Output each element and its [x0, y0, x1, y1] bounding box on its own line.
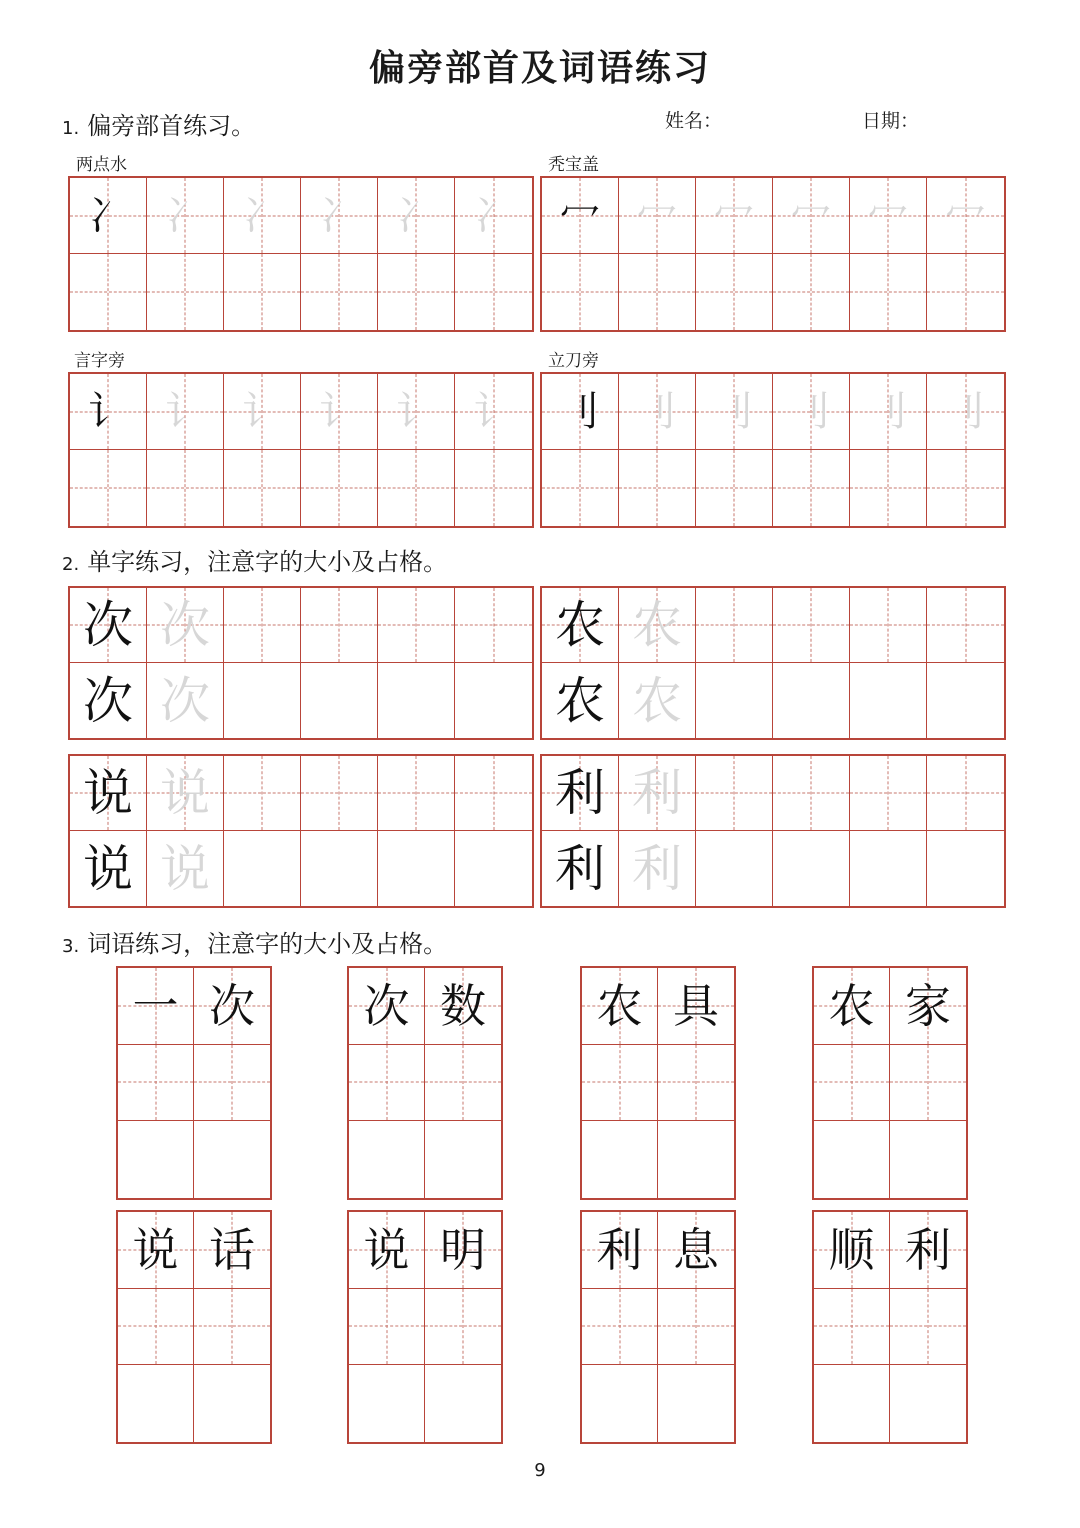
word-character: 利	[596, 1222, 643, 1277]
writing-cell[interactable]	[582, 1289, 658, 1366]
trace-radical: 讠	[396, 388, 436, 435]
writing-cell[interactable]	[425, 968, 501, 1045]
writing-cell[interactable]	[224, 663, 301, 738]
writing-cell[interactable]	[619, 588, 696, 663]
writing-cell[interactable]	[619, 663, 696, 738]
writing-cell[interactable]	[890, 1121, 966, 1198]
writing-cell[interactable]	[301, 756, 378, 831]
character-practice-grid	[68, 754, 534, 908]
trace-radical: 冫	[165, 192, 205, 239]
model-radical: 刂	[560, 388, 600, 435]
writing-cell[interactable]	[814, 1045, 890, 1122]
trace-radical: 冖	[714, 192, 754, 239]
writing-cell[interactable]	[890, 1289, 966, 1366]
trace-character: 次	[160, 596, 210, 654]
trace-radical: 讠	[165, 388, 205, 435]
date-field-label: 日期：	[862, 110, 920, 132]
writing-cell[interactable]	[927, 374, 1004, 450]
writing-cell[interactable]	[696, 831, 773, 906]
writing-cell[interactable]	[378, 178, 455, 254]
character-practice-grid	[540, 586, 1006, 740]
trace-character: 农	[632, 671, 682, 730]
writing-cell[interactable]	[582, 1045, 658, 1122]
writing-cell[interactable]	[70, 450, 147, 526]
trace-radical: 讠	[319, 388, 359, 435]
writing-cell[interactable]	[301, 178, 378, 254]
word-practice-grid	[116, 966, 272, 1200]
name-field-label: 姓名：	[665, 110, 723, 132]
trace-radical: 冖	[791, 192, 831, 239]
writing-cell[interactable]	[890, 968, 966, 1045]
radical-label: 两点水	[76, 155, 127, 175]
trace-radical: 刂	[714, 388, 754, 435]
writing-cell[interactable]	[582, 1212, 658, 1289]
writing-cell[interactable]	[658, 1212, 734, 1289]
writing-cell[interactable]	[927, 450, 1004, 526]
writing-cell[interactable]	[658, 1289, 734, 1366]
writing-cell[interactable]	[850, 254, 927, 330]
section-1-heading	[62, 106, 255, 141]
writing-cell[interactable]	[814, 1121, 890, 1198]
trace-character: 说	[160, 839, 210, 898]
word-character: 一	[132, 978, 179, 1033]
trace-radical: 冖	[868, 192, 908, 239]
writing-cell[interactable]	[118, 1289, 194, 1366]
writing-cell[interactable]	[425, 1121, 501, 1198]
writing-cell[interactable]	[696, 756, 773, 831]
writing-cell[interactable]	[619, 374, 696, 450]
writing-cell[interactable]	[147, 450, 224, 526]
writing-cell[interactable]	[927, 756, 1004, 831]
writing-cell[interactable]	[425, 1045, 501, 1122]
writing-cell[interactable]	[619, 254, 696, 330]
writing-cell[interactable]	[301, 663, 378, 738]
writing-cell[interactable]	[455, 756, 532, 831]
writing-cell[interactable]	[224, 756, 301, 831]
writing-cell[interactable]	[773, 178, 850, 254]
writing-cell[interactable]	[773, 831, 850, 906]
word-character: 农	[828, 978, 875, 1033]
trace-character: 利	[632, 764, 682, 822]
writing-cell[interactable]	[118, 1121, 194, 1198]
writing-cell[interactable]	[349, 1045, 425, 1122]
radical-practice-grid	[540, 176, 1006, 332]
writing-cell[interactable]	[773, 450, 850, 526]
writing-cell[interactable]	[658, 1365, 734, 1442]
writing-cell[interactable]	[455, 663, 532, 738]
word-character: 息	[673, 1222, 719, 1277]
writing-cell[interactable]	[118, 1365, 194, 1442]
section-3-number: 3.	[62, 936, 80, 957]
model-character: 次	[83, 596, 133, 654]
trace-radical: 冫	[396, 192, 436, 239]
trace-character: 次	[160, 671, 210, 730]
word-practice-grid	[812, 966, 968, 1200]
page-number: 9	[534, 1460, 546, 1481]
writing-cell[interactable]	[378, 831, 455, 906]
word-practice-grid	[812, 1210, 968, 1444]
writing-cell[interactable]	[542, 178, 619, 254]
writing-cell[interactable]	[194, 1121, 270, 1198]
writing-cell[interactable]	[582, 1121, 658, 1198]
writing-cell[interactable]	[147, 756, 224, 831]
word-character: 农	[596, 978, 643, 1033]
word-character: 次	[363, 978, 410, 1033]
writing-cell[interactable]	[194, 1045, 270, 1122]
writing-cell[interactable]	[658, 1045, 734, 1122]
writing-cell[interactable]	[70, 374, 147, 450]
writing-cell[interactable]	[224, 588, 301, 663]
writing-cell[interactable]	[70, 254, 147, 330]
word-character: 数	[440, 978, 486, 1033]
writing-cell[interactable]	[773, 756, 850, 831]
writing-cell[interactable]	[582, 1365, 658, 1442]
writing-cell[interactable]	[582, 968, 658, 1045]
writing-cell[interactable]	[378, 663, 455, 738]
writing-cell[interactable]	[301, 254, 378, 330]
model-radical: 冖	[560, 192, 600, 239]
writing-cell[interactable]	[927, 588, 1004, 663]
writing-cell[interactable]	[619, 756, 696, 831]
writing-cell[interactable]	[194, 1289, 270, 1366]
model-character: 利	[555, 764, 605, 822]
writing-cell[interactable]	[118, 1212, 194, 1289]
writing-cell[interactable]	[696, 374, 773, 450]
model-character: 次	[83, 671, 133, 730]
word-character: 家	[905, 978, 951, 1033]
section-3-title: 词语练习，注意字的大小及占格。	[87, 930, 448, 958]
writing-cell[interactable]	[425, 1289, 501, 1366]
writing-cell[interactable]	[927, 831, 1004, 906]
character-practice-grid	[68, 586, 534, 740]
writing-cell[interactable]	[455, 254, 532, 330]
word-character: 具	[673, 978, 719, 1033]
writing-cell[interactable]	[70, 663, 147, 738]
word-character: 顺	[828, 1222, 875, 1277]
writing-cell[interactable]	[118, 968, 194, 1045]
writing-cell[interactable]	[850, 663, 927, 738]
word-character: 明	[440, 1222, 486, 1277]
writing-cell[interactable]	[194, 968, 270, 1045]
writing-cell[interactable]	[696, 588, 773, 663]
writing-cell[interactable]	[542, 254, 619, 330]
writing-cell[interactable]	[70, 831, 147, 906]
writing-cell[interactable]	[349, 1212, 425, 1289]
trace-character: 利	[632, 839, 682, 898]
writing-cell[interactable]	[224, 254, 301, 330]
trace-character: 说	[160, 764, 210, 822]
writing-cell[interactable]	[542, 831, 619, 906]
writing-cell[interactable]	[425, 1212, 501, 1289]
section-2-number: 2.	[62, 554, 80, 575]
writing-cell[interactable]	[696, 663, 773, 738]
writing-cell[interactable]	[850, 178, 927, 254]
writing-cell[interactable]	[378, 756, 455, 831]
writing-cell[interactable]	[696, 178, 773, 254]
writing-cell[interactable]	[194, 1212, 270, 1289]
model-character: 说	[83, 764, 133, 822]
word-character: 话	[209, 1222, 255, 1277]
writing-cell[interactable]	[542, 663, 619, 738]
trace-radical: 冫	[242, 192, 282, 239]
writing-cell[interactable]	[850, 588, 927, 663]
writing-cell[interactable]	[927, 254, 1004, 330]
writing-cell[interactable]	[619, 178, 696, 254]
trace-radical: 刂	[945, 388, 986, 435]
writing-cell[interactable]	[658, 968, 734, 1045]
writing-cell[interactable]	[773, 588, 850, 663]
word-character: 说	[132, 1222, 179, 1277]
writing-cell[interactable]	[147, 588, 224, 663]
writing-cell[interactable]	[349, 1289, 425, 1366]
model-character: 说	[83, 839, 133, 898]
word-character: 次	[209, 978, 255, 1033]
writing-cell[interactable]	[814, 1365, 890, 1442]
model-radical: 讠	[88, 388, 128, 435]
writing-cell[interactable]	[70, 588, 147, 663]
writing-cell[interactable]	[927, 178, 1004, 254]
writing-cell[interactable]	[850, 450, 927, 526]
writing-cell[interactable]	[301, 588, 378, 663]
radical-practice-grid	[68, 372, 534, 528]
word-character: 说	[363, 1222, 410, 1277]
writing-cell[interactable]	[301, 450, 378, 526]
writing-cell[interactable]	[378, 254, 455, 330]
writing-cell[interactable]	[814, 1212, 890, 1289]
writing-cell[interactable]	[696, 450, 773, 526]
writing-cell[interactable]	[890, 1045, 966, 1122]
writing-cell[interactable]	[118, 1045, 194, 1122]
writing-cell[interactable]	[224, 374, 301, 450]
page-title: 偏旁部首及词语练习	[368, 48, 711, 89]
writing-cell[interactable]	[455, 374, 532, 450]
model-character: 农	[555, 671, 605, 730]
writing-cell[interactable]	[224, 831, 301, 906]
writing-cell[interactable]	[890, 1365, 966, 1442]
writing-cell[interactable]	[147, 254, 224, 330]
word-practice-grid	[116, 1210, 272, 1444]
radical-label: 立刀旁	[548, 351, 599, 371]
writing-cell[interactable]	[619, 450, 696, 526]
writing-cell[interactable]	[349, 968, 425, 1045]
section-3-heading	[62, 924, 447, 959]
writing-cell[interactable]	[224, 450, 301, 526]
writing-cell[interactable]	[455, 588, 532, 663]
writing-cell[interactable]	[455, 178, 532, 254]
writing-cell[interactable]	[349, 1365, 425, 1442]
writing-cell[interactable]	[542, 450, 619, 526]
section-1-number: 1.	[62, 118, 80, 139]
writing-cell[interactable]	[850, 756, 927, 831]
writing-cell[interactable]	[194, 1365, 270, 1442]
character-practice-grid	[540, 754, 1006, 908]
writing-cell[interactable]	[658, 1121, 734, 1198]
writing-cell[interactable]	[147, 663, 224, 738]
writing-cell[interactable]	[224, 178, 301, 254]
writing-cell[interactable]	[349, 1121, 425, 1198]
writing-cell[interactable]	[455, 831, 532, 906]
writing-cell[interactable]	[542, 756, 619, 831]
section-2-heading	[62, 542, 447, 577]
writing-cell[interactable]	[850, 831, 927, 906]
writing-cell[interactable]	[890, 1212, 966, 1289]
writing-cell[interactable]	[773, 254, 850, 330]
writing-cell[interactable]	[814, 1289, 890, 1366]
trace-character: 农	[632, 596, 682, 654]
writing-cell[interactable]	[378, 588, 455, 663]
trace-radical: 冫	[473, 192, 514, 239]
writing-cell[interactable]	[70, 756, 147, 831]
writing-cell[interactable]	[70, 178, 147, 254]
writing-cell[interactable]	[542, 588, 619, 663]
model-radical: 冫	[88, 192, 128, 239]
writing-cell[interactable]	[301, 374, 378, 450]
writing-cell[interactable]	[814, 968, 890, 1045]
radical-label: 秃宝盖	[548, 155, 599, 175]
writing-cell[interactable]	[542, 374, 619, 450]
trace-radical: 讠	[473, 388, 514, 435]
word-practice-grid	[347, 1210, 503, 1444]
trace-radical: 冖	[945, 192, 986, 239]
radical-label: 言字旁	[74, 351, 125, 371]
radical-practice-grid	[68, 176, 534, 332]
writing-cell[interactable]	[927, 663, 1004, 738]
trace-radical: 讠	[242, 388, 282, 435]
writing-cell[interactable]	[455, 450, 532, 526]
writing-cell[interactable]	[378, 374, 455, 450]
writing-cell[interactable]	[147, 374, 224, 450]
writing-cell[interactable]	[773, 374, 850, 450]
trace-radical: 刂	[637, 388, 677, 435]
trace-radical: 刂	[868, 388, 908, 435]
section-1-title: 偏旁部首练习。	[87, 112, 256, 140]
model-character: 农	[555, 596, 605, 654]
trace-radical: 冖	[637, 192, 677, 239]
writing-cell[interactable]	[619, 831, 696, 906]
word-practice-grid	[580, 1210, 736, 1444]
writing-cell[interactable]	[147, 178, 224, 254]
model-character: 利	[555, 839, 605, 898]
section-2-title: 单字练习，注意字的大小及占格。	[87, 548, 448, 576]
radical-practice-grid	[540, 372, 1006, 528]
writing-cell[interactable]	[147, 831, 224, 906]
writing-cell[interactable]	[850, 374, 927, 450]
trace-radical: 冫	[319, 192, 359, 239]
word-practice-grid	[580, 966, 736, 1200]
word-practice-grid	[347, 966, 503, 1200]
writing-cell[interactable]	[696, 254, 773, 330]
trace-radical: 刂	[791, 388, 831, 435]
writing-cell[interactable]	[425, 1365, 501, 1442]
writing-cell[interactable]	[301, 831, 378, 906]
writing-cell[interactable]	[378, 450, 455, 526]
writing-cell[interactable]	[773, 663, 850, 738]
word-character: 利	[905, 1222, 951, 1277]
